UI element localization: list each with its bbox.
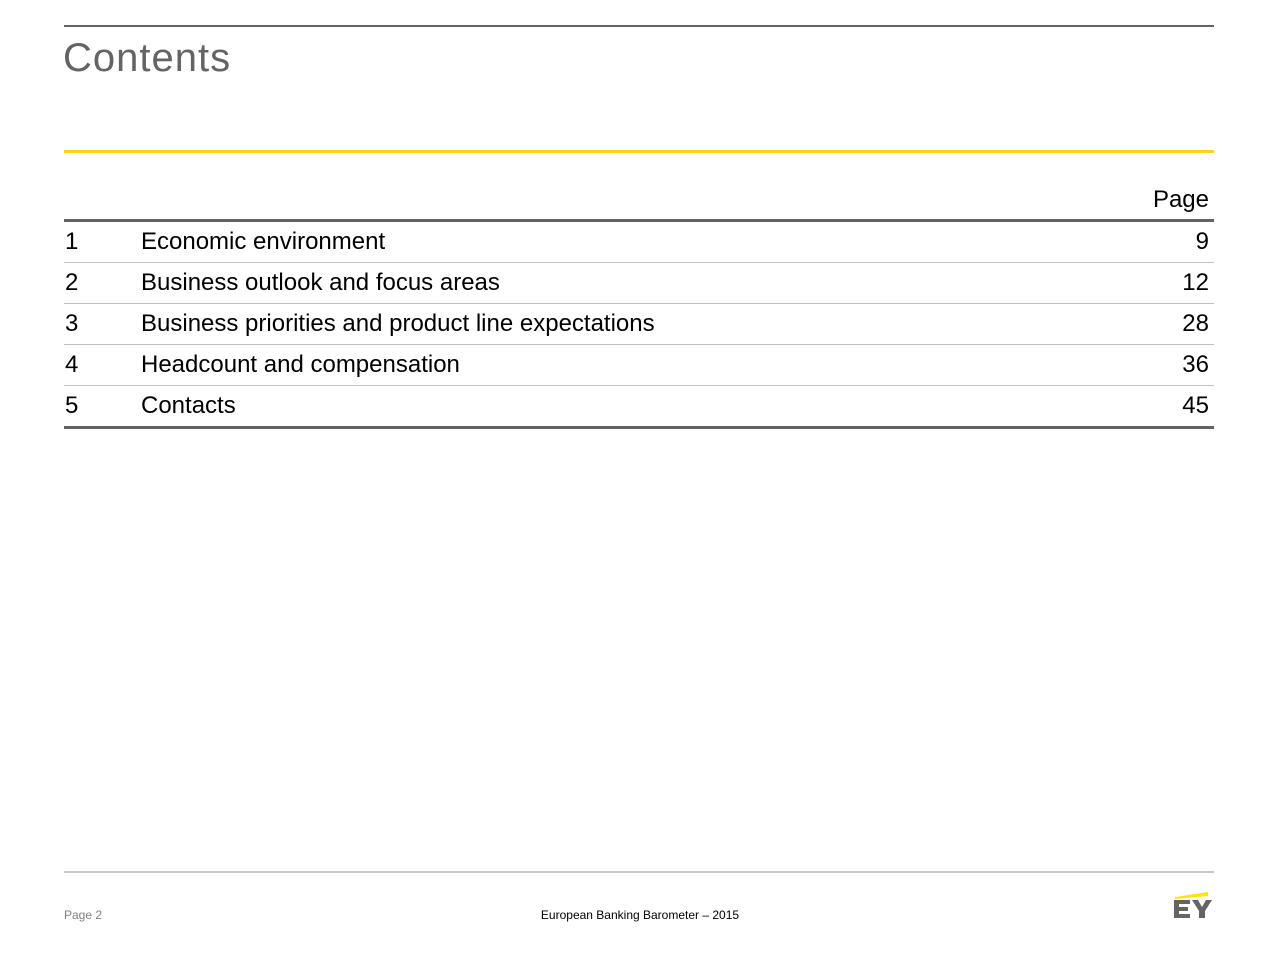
toc-item-number: 1 <box>65 228 79 255</box>
accent-rule <box>64 150 1214 153</box>
toc-item-title[interactable]: Headcount and compensation <box>141 351 460 378</box>
toc-item-number: 2 <box>65 269 79 296</box>
page-column-label: Page <box>1152 186 1209 213</box>
toc-item-title[interactable]: Business priorities and product line expectations <box>141 310 655 337</box>
toc-item-page: 28 <box>1182 310 1209 337</box>
toc-item-number: 4 <box>65 351 79 378</box>
footer-page-number: Page 2 <box>64 908 103 922</box>
footer-rule <box>64 871 1214 873</box>
toc-row[interactable] <box>64 304 1214 345</box>
toc-item-title[interactable]: Economic environment <box>141 228 386 255</box>
toc-row[interactable] <box>64 345 1214 386</box>
toc-item-page: 45 <box>1182 392 1209 419</box>
toc-row[interactable] <box>64 263 1214 304</box>
toc-item-number: 3 <box>65 310 79 337</box>
ey-logo <box>1172 892 1216 925</box>
toc-item-page: 36 <box>1182 351 1209 378</box>
toc-item-page: 12 <box>1182 269 1209 296</box>
top-rule <box>64 25 1214 27</box>
toc-row[interactable] <box>64 222 1214 263</box>
page-title: Contents <box>63 36 232 80</box>
toc-item-number: 5 <box>65 392 79 419</box>
footer-document-title: European Banking Barometer – 2015 <box>540 908 740 922</box>
toc-row[interactable] <box>64 386 1214 429</box>
table-of-contents <box>64 180 1214 429</box>
toc-item-title[interactable]: Contacts <box>141 392 236 419</box>
toc-item-title[interactable]: Business outlook and focus areas <box>141 269 500 296</box>
toc-item-page: 9 <box>1195 228 1209 255</box>
toc-header <box>64 180 1214 222</box>
